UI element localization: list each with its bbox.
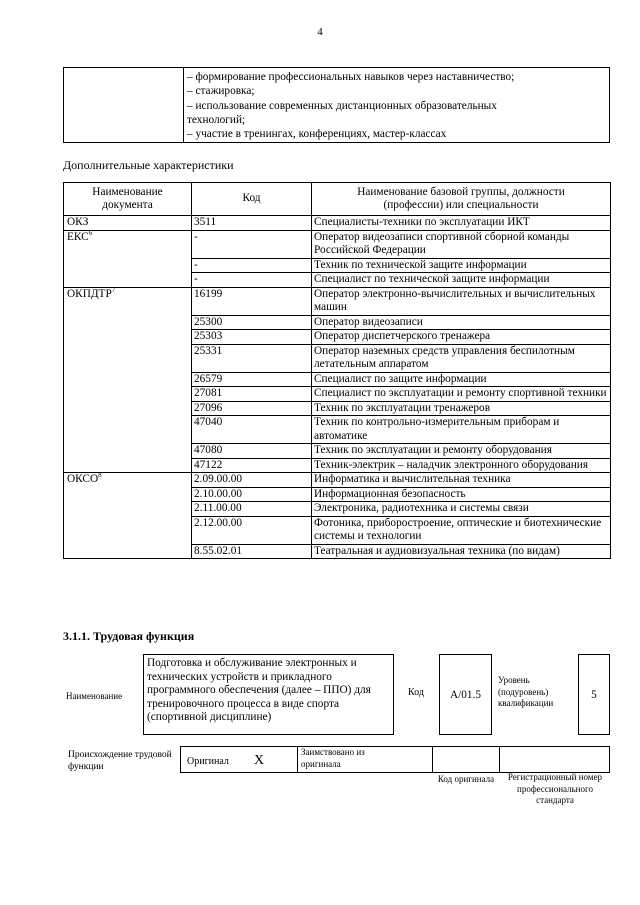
- original-mark: X: [254, 753, 265, 768]
- group-label: ОКСО: [67, 473, 99, 485]
- code-cell: 27096: [192, 401, 312, 416]
- header-code: Код: [192, 183, 312, 216]
- code-cell: 25300: [192, 315, 312, 330]
- header-name: Наименование базовой группы, должности (профессии) или специальности: [312, 183, 611, 216]
- code-cell: 2.12.00.00: [192, 516, 312, 544]
- additional-characteristics-table: [63, 182, 611, 559]
- footnote-mark: 6: [88, 228, 93, 237]
- code-cell: -: [192, 273, 312, 288]
- code-cell: 3511: [192, 216, 312, 231]
- footnote-mark: 8: [98, 471, 102, 480]
- name-cell: Оператор видеозаписи: [312, 315, 611, 330]
- code-cell: 25303: [192, 330, 312, 345]
- name-cell: Техник по эксплуатации тренажеров: [312, 401, 611, 416]
- table-row: [64, 230, 611, 258]
- table-header-row: [64, 183, 611, 216]
- name-label: Наименование: [66, 691, 123, 701]
- original-label: Оригинал: [187, 756, 229, 767]
- column-divider: [183, 68, 184, 142]
- name-cell: Техник по эксплуатации и ремонту оборудования: [312, 444, 611, 459]
- borrowed-label: [301, 747, 401, 770]
- code-original-label: Код оригинала: [437, 774, 495, 784]
- code-label: Код: [408, 687, 424, 698]
- code-cell: 47122: [192, 458, 312, 473]
- group-eks: [64, 230, 192, 287]
- name-cell: Техник по технической защите информации: [312, 258, 611, 273]
- table-row: [64, 287, 611, 315]
- origin-label: [68, 749, 178, 773]
- reg-number-label: Регистрационный номер профессионального стандарта: [507, 772, 603, 805]
- name-cell: Техник по контрольно-измерительным приборам и автоматике: [312, 416, 611, 444]
- code-cell: 25331: [192, 344, 312, 372]
- additional-characteristics-title: Дополнительные характеристики: [63, 158, 234, 172]
- name-cell: Специалист по эксплуатации и ремонту спортивной техники: [312, 387, 611, 402]
- name-cell: Фотоника, приборостроение, оптические и биотехнические системы и технологии: [312, 516, 611, 544]
- borrowed-label-text: Заимствовано из оригинала: [301, 747, 365, 769]
- labor-function-heading: 3.1.1. Трудовая функция: [63, 629, 195, 643]
- table-row: [64, 216, 611, 231]
- name-cell: Театральная и аудиовизуальная техника (по видам): [312, 544, 611, 559]
- development-methods-list: [187, 70, 514, 141]
- name-cell: Информатика и вычислительная техника: [312, 473, 611, 488]
- list-item: – стажировка;: [187, 85, 255, 98]
- group-okpdtr: [64, 287, 192, 473]
- code-original-cell: [432, 746, 500, 773]
- name-cell: Электроника, радиотехника и системы связи: [312, 502, 611, 517]
- page-number: 4: [317, 26, 323, 38]
- code-cell: 8.55.02.01: [192, 544, 312, 559]
- code-cell: 47040: [192, 416, 312, 444]
- reg-number-cell: [499, 746, 610, 773]
- list-item: – участие в тренингах, конференциях, мастер-классах: [187, 128, 447, 141]
- name-cell: Оператор диспетчерского тренажера: [312, 330, 611, 345]
- labor-function-name: Подготовка и обслуживание электронных и технических устройств и прикладного программного обеспечения (далее – ППО) для тренировочного процесса в виде спорта (спортивной дисциплине): [143, 654, 394, 735]
- group-label: ОКПДТР: [67, 287, 112, 300]
- table-row: [64, 473, 611, 488]
- name-cell: Техник-электрик – наладчик электронного оборудования: [312, 458, 611, 473]
- list-item: – использование современных дистанционных образовательных: [187, 99, 497, 112]
- code-cell: -: [192, 258, 312, 273]
- code-cell: -: [192, 230, 312, 258]
- code-cell: 47080: [192, 444, 312, 459]
- group-okz: [64, 216, 192, 231]
- group-label: ЕКС: [67, 230, 89, 243]
- name-cell: Специалисты-техники по эксплуатации ИКТ: [312, 216, 611, 231]
- list-item: технологий;: [187, 113, 246, 126]
- qualification-level-label: [498, 675, 576, 710]
- header-doc: Наименование документа: [64, 183, 192, 216]
- code-cell: 26579: [192, 372, 312, 387]
- list-item: – формирование профессиональных навыков через наставничество;: [187, 71, 515, 83]
- name-cell: Специалист по защите информации: [312, 372, 611, 387]
- level-label-text: Уровень (подуровень) квалификации: [498, 675, 554, 708]
- code-cell: 2.10.00.00: [192, 487, 312, 502]
- continuation-table: [63, 67, 610, 143]
- group-okso: [64, 473, 192, 559]
- name-cell: Специалист по технической защите информации: [312, 273, 611, 288]
- name-cell: Оператор видеозаписи спортивной сборной команды Российской Федерации: [312, 230, 611, 258]
- labor-function-code: А/01.5: [439, 654, 492, 735]
- name-cell: Оператор электронно-вычислительных и вычислительных машин: [312, 287, 611, 315]
- code-cell: 2.09.00.00: [192, 473, 312, 488]
- code-cell: 27081: [192, 387, 312, 402]
- code-cell: 16199: [192, 287, 312, 315]
- footnote-mark: 7: [111, 285, 116, 294]
- qualification-level-value: 5: [578, 654, 610, 735]
- name-cell: Оператор наземных средств управления беспилотным летательным аппаратом: [312, 344, 611, 372]
- group-label: ОКЗ: [67, 216, 89, 228]
- code-cell: 2.11.00.00: [192, 502, 312, 517]
- origin-label-text: Происхождение трудовой функции: [68, 750, 172, 772]
- name-cell: Информационная безопасность: [312, 487, 611, 502]
